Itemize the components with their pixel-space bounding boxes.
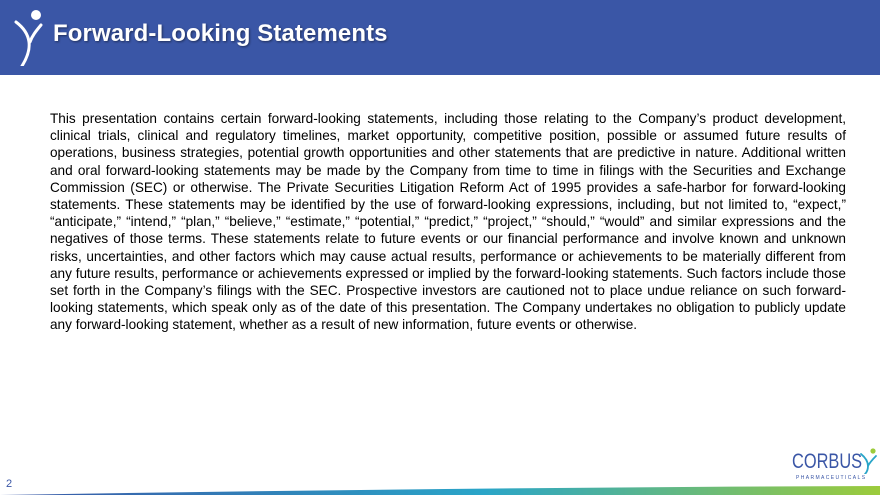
logo-wordmark: CORBUS (792, 450, 863, 473)
logo-figure-icon (858, 446, 878, 474)
disclaimer-paragraph: This presentation contains certain forward-looking statements, including those relating to the Company’s product development, clinical trials, clinical and regulatory timelines, market opportunity, competitive position, possible or assumed future results of operations, business strategies, potential growth opportunities and other statements that are predictive in nature. Additional written and oral forward-looking statements may be made by the Company from time to time in filings with the Securities and Exchange Commission (SEC) or otherwise. The Private Securities Litigation Reform Act of 1995 provides a safe-harbor for forward-looking statements. These statements may be identified by the use of forward-looking expressions, including, but not limited to, “expect,” “anticipate,” “intend,” “plan,” “believe,” “estimate,” “potential,” “predict,” “project,” “should,” “would” and similar expressions and the negatives of those terms. These statements relate to future events or our financial performance and involve known and unknown risks, uncertainties, and other factors which may cause actual results, performance or achievements to be materially different from any future results, performance or achievements expressed or implied by the forward-looking statements. Such factors include those set forth in the Company’s filings with the SEC. Prospective investors are cautioned not to place undue reliance on such forward-looking statements, which speak only as of the date of this presentation. The Company undertakes no obligation to publicly update any forward-looking statement, whether as a result of new information, future events or otherwise. (50, 111, 846, 333)
title-bar (0, 0, 880, 75)
corbus-logo (792, 446, 878, 486)
page-title: Forward-Looking Statements (53, 20, 388, 47)
corbus-figure-icon (10, 6, 46, 66)
page-number: 2 (6, 478, 13, 490)
footer-gradient-bar (0, 486, 880, 495)
logo-subtitle: PHARMACEUTICALS (796, 475, 867, 481)
